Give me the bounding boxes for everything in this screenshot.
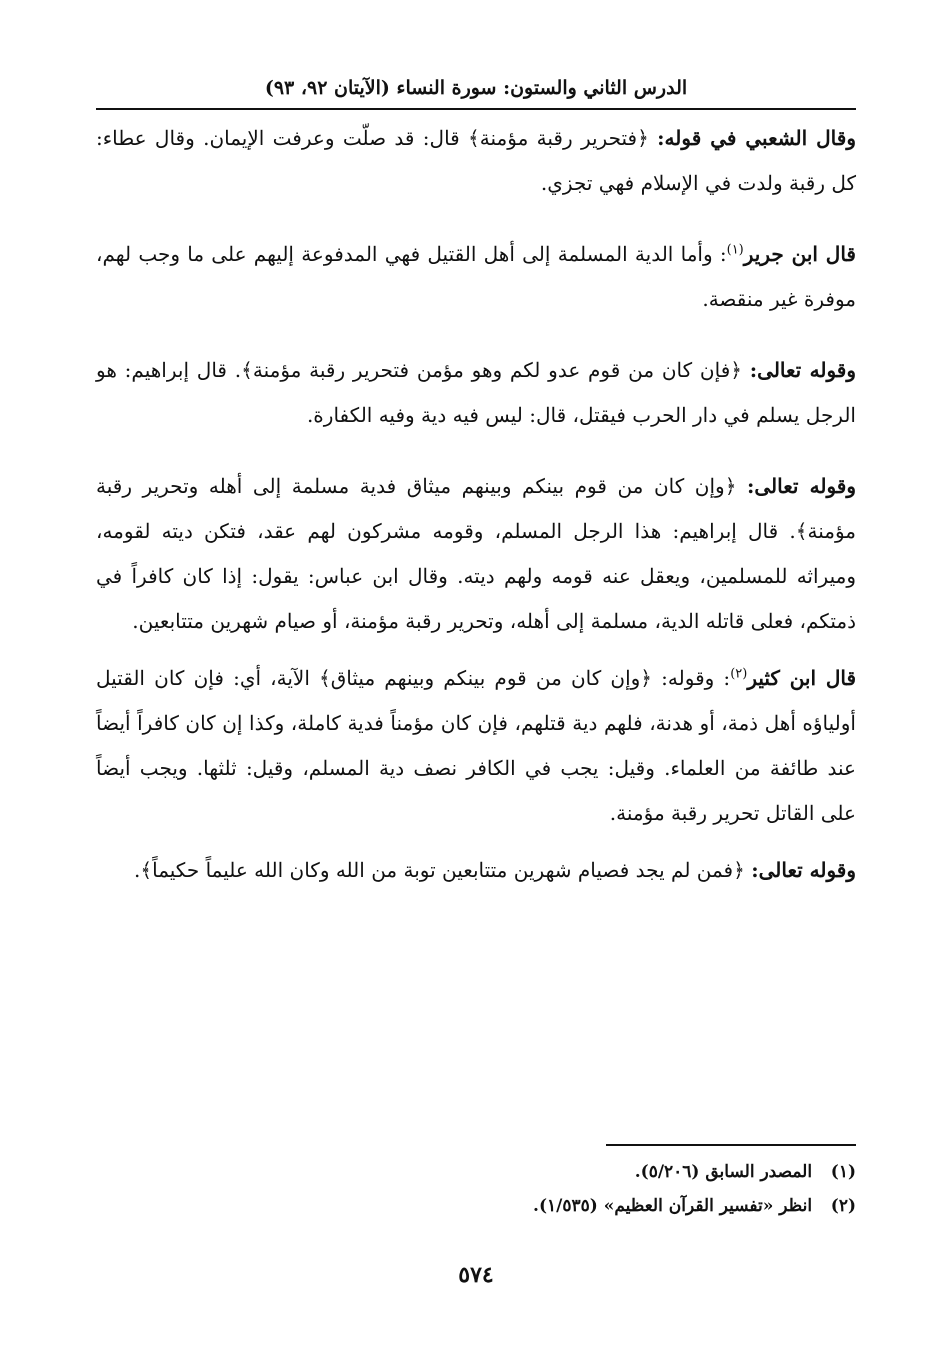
footnote-1 bbox=[96, 1155, 856, 1189]
footnote-divider bbox=[606, 1144, 856, 1146]
footnote-ref: (٢) bbox=[730, 666, 748, 682]
running-header: الدرس الثاني والستون: سورة النساء (الآيتان ٩٢، ٩٣) bbox=[264, 77, 688, 99]
footnote-text: انظر «تفسير القرآن العظيم» (١/٥٣٥). bbox=[533, 1196, 813, 1216]
paragraph-text: : وقوله: ﴿وإن كان من قوم بينكم وبينهم ميثاق﴾ الآية، أي: فإن كان القتيل أولياؤه أهل ذمة، أو هدنة، فلهم دية قتلهم، فإن كان مؤمناً فدية كاملة، وكذا إن كان كافراً أيضاً عند طائفة من العلماء. وقيل: يجب في الكافر نصف دية المسلم، وقيل: ثلثها. ويجب أيضاً على القاتل تحرير رقبة مؤمنة. bbox=[96, 666, 856, 825]
paragraph-text: ﴿فتحرير رقبة مؤمنة﴾ قال: قد صلّت وعرفت الإيمان. وقال عطاء: كل رقبة ولدت في الإسلام فهي تجزي. bbox=[96, 126, 856, 195]
paragraph-1 bbox=[96, 116, 856, 206]
footnote-number: (٢) bbox=[830, 1196, 856, 1216]
paragraph-text: : وأما الدية المسلمة إلى أهل القتيل فهي المدفوعة إليهم على ما وجب لهم، موفرة غير منقصة. bbox=[96, 242, 856, 311]
paragraph-4 bbox=[96, 464, 856, 644]
header-divider bbox=[96, 108, 856, 110]
footnote-text: المصدر السابق (٥/٢٠٦). bbox=[634, 1162, 813, 1182]
paragraph-2 bbox=[96, 232, 856, 322]
footnotes bbox=[96, 1155, 856, 1223]
footnote-number: (١) bbox=[830, 1162, 856, 1182]
paragraph-lead: قال ابن جرير bbox=[743, 242, 856, 266]
paragraph-lead: وقوله تعالى: bbox=[749, 358, 856, 382]
paragraph-text: ﴿فإن كان من قوم عدو لكم وهو مؤمن فتحرير رقبة مؤمنة﴾. قال إبراهيم: هو الرجل يسلم في دار الحرب فيقتل، قال: ليس فيه دية وفيه الكفارة. bbox=[96, 358, 856, 427]
footnote-2 bbox=[96, 1189, 856, 1223]
paragraph-text: ﴿وإن كان من قوم بينكم وبينهم ميثاق فدية مسلمة إلى أهله وتحرير رقبة مؤمنة﴾. قال إبراهيم: هذا الرجل المسلم، وقومه مشركون لهم عقد، فتكن ديته لقومه، وميراثه للمسلمين، ويعقل عنه قومه ولهم ديته. وقال ابن عباس: يقول: إذا كان كافراً في ذمتكم، فعلى قاتله الدية، مسلمة إلى أهله، وتحرير رقبة مؤمنة، أو صيام شهرين متتابعين. bbox=[96, 474, 856, 633]
page-number: ٥٧٤ bbox=[458, 1262, 494, 1288]
paragraph-lead: وقوله تعالى: bbox=[747, 474, 856, 498]
paragraph-6 bbox=[96, 848, 856, 893]
paragraph-lead: قال ابن كثير bbox=[747, 666, 857, 690]
page-body bbox=[96, 116, 856, 919]
paragraph-5 bbox=[96, 656, 856, 836]
footnote-ref: (١) bbox=[726, 242, 744, 258]
paragraph-lead: وقال الشعبي في قوله: bbox=[657, 126, 856, 150]
paragraph-lead: وقوله تعالى: bbox=[751, 858, 856, 882]
paragraph-3 bbox=[96, 348, 856, 438]
paragraph-text: ﴿فمن لم يجد فصيام شهرين متتابعين توبة من الله وكان الله عليماً حكيماً﴾. bbox=[134, 858, 752, 882]
